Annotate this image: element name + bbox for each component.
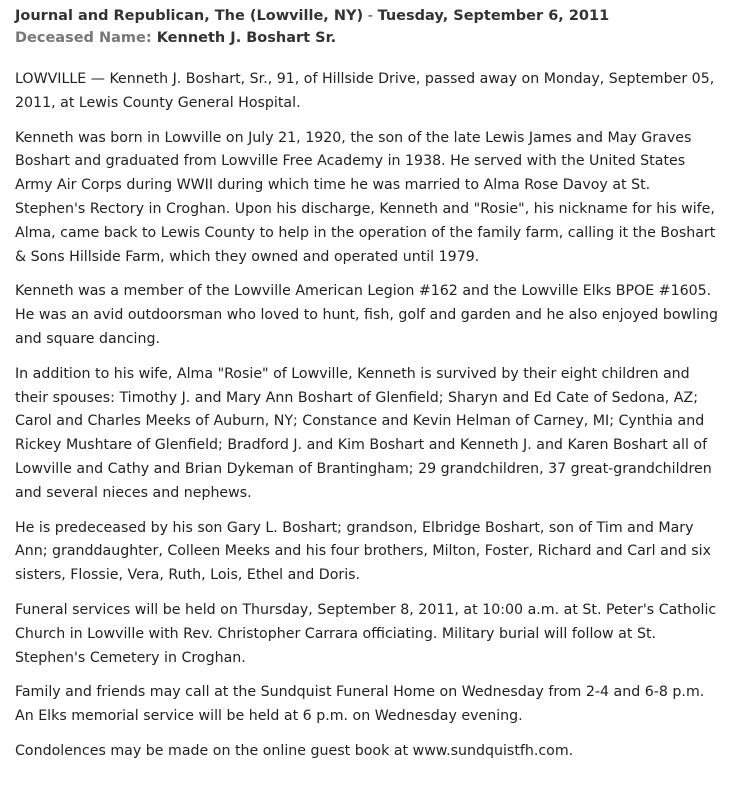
publication-header [15, 6, 721, 26]
obituary-body [15, 68, 721, 764]
paragraph-memberships: Kenneth was a member of the Lowville American Legion #162 and the Lowville Elks BPOE #1605. He was an avid outdoorsman who loved to hunt, fish, golf and garden and he also enjoyed bowling and square dancing. [15, 283, 719, 347]
publication-name: Journal and Republican, The (Lowville, NY) [15, 8, 364, 24]
paragraph-biography: Kenneth was born in Lowville on July 21, 1920, the son of the late Lewis James and May Graves Boshart and graduated from Lowville Free Academy in 1938. He served with the United States Army Air Corps during WWII during which time he was married to Alma Rose Davoy at St. Stephen's Rectory in Croghan. Upon his discharge, Kenneth and "Rosie", his nickname for his wife, Alma, came back to Lewis County to help in the operation of the family farm, calling it the Boshart & Sons Hillside Farm, which they owned and operated until 1979. [15, 129, 716, 265]
header-separator: - [363, 8, 378, 24]
paragraph-predeceased: He is predeceased by his son Gary L. Boshart; grandson, Elbridge Boshart, son of Tim and Mary Ann; granddaughter, Colleen Meeks and his four brothers, Milton, Foster, Richard and Carl and six sisters, Flossie, Vera, Ruth, Lois, Ethel and Doris. [15, 519, 712, 584]
paragraph-announcement: LOWVILLE — Kenneth J. Boshart, Sr., 91, of Hillside Drive, passed away on Monday, September 05, 2011, at Lewis County General Hospital. [15, 71, 715, 111]
paragraph-calling-hours: Family and friends may call at the Sundquist Funeral Home on Wednesday from 2-4 and 6-8 p.m. An Elks memorial service will be held at 6 p.m. on Wednesday evening. [15, 684, 705, 725]
deceased-name-line [15, 28, 721, 48]
deceased-name-label: Deceased Name: [15, 30, 152, 46]
publication-date: Tuesday, September 6, 2011 [377, 8, 610, 24]
deceased-name-value: Kenneth J. Boshart Sr. [156, 30, 337, 46]
paragraph-funeral-services: Funeral services will be held on Thursday, September 8, 2011, at 10:00 a.m. at St. Peter's Catholic Church in Lowville with Rev. Christopher Carrara officiating. Military burial will follow at St. Stephen's Cemetery in Croghan. [15, 601, 717, 666]
paragraph-condolences: Condolences may be made on the online guest book at www.sundquistfh.com. [15, 742, 574, 759]
paragraph-survivors: In addition to his wife, Alma "Rosie" of Lowville, Kenneth is survived by their eight children and their spouses: Timothy J. and Mary Ann Boshart of Glenfield; Sharyn and Ed Cate of Sedona, AZ; Carol and Charles Meeks of Auburn, NY; Constance and Kevin Helman of Carney, MI; Cynthia and Rickey Mushtare of Glenfield; Bradford J. and Kim Boshart and Kenneth J. and Karen Boshart all of Lowville and Cathy and Brian Dykeman of Brantingham; 29 grandchildren, 37 great-grandchildren and several nieces and nephews. [15, 365, 712, 501]
